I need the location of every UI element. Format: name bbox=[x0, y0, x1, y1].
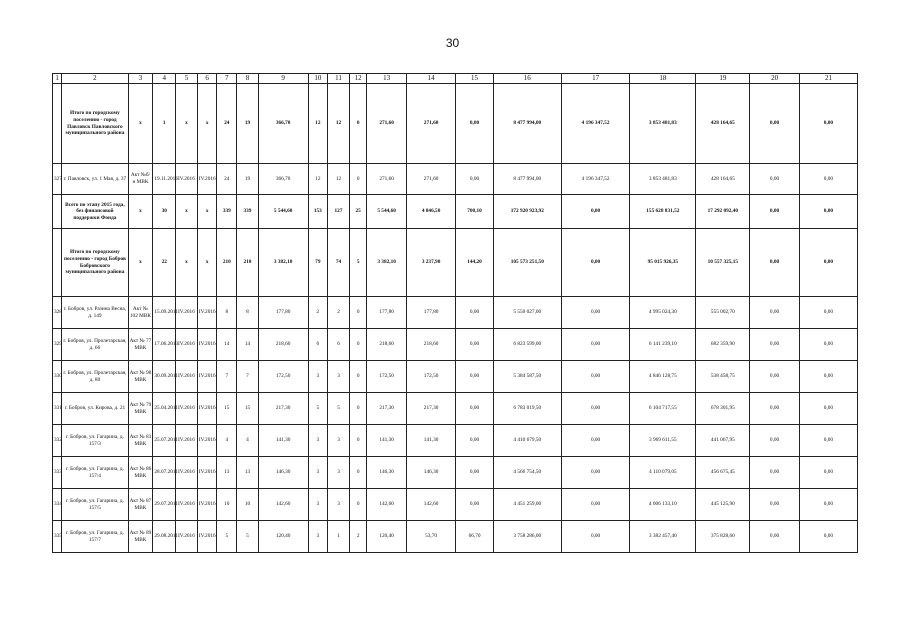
total-row bbox=[53, 84, 858, 164]
table-cell: 4 995 024,30 bbox=[630, 297, 696, 329]
table-cell: 95 015 926,35 bbox=[630, 229, 696, 297]
table-cell: 14 bbox=[217, 329, 237, 361]
table-cell: IV.2016 bbox=[197, 329, 217, 361]
table-cell: 5 bbox=[308, 393, 328, 425]
table-cell: 3 237,90 bbox=[406, 229, 456, 297]
table-cell: 0 bbox=[349, 361, 367, 393]
table-cell: 15 bbox=[217, 393, 237, 425]
table-cell: 19.11.2016 bbox=[153, 164, 176, 195]
table-cell: 0 bbox=[349, 164, 367, 195]
table-cell: 177,80 bbox=[258, 297, 308, 329]
table-cell: 6 783 019,50 bbox=[493, 393, 561, 425]
table-cell: IV.2016 bbox=[197, 425, 217, 457]
column-number: 12 bbox=[349, 74, 367, 84]
table-cell: 3 bbox=[328, 425, 350, 457]
table-cell: 24 bbox=[217, 164, 237, 195]
table-cell: 7 bbox=[237, 361, 259, 393]
table-cell: 1 bbox=[153, 84, 176, 164]
table-cell: 3 bbox=[308, 521, 328, 553]
column-number: 15 bbox=[456, 74, 493, 84]
column-number: 10 bbox=[308, 74, 328, 84]
table-cell: 0 bbox=[349, 425, 367, 457]
table-cell: IV.2016 bbox=[176, 297, 198, 329]
table-cell: 3 bbox=[328, 361, 350, 393]
address-cell: г. Бобров, ул. Гагарина, д. 157/5 bbox=[62, 489, 128, 521]
table-cell: 146,30 bbox=[367, 457, 406, 489]
table-cell: Акт № 79 МВК bbox=[128, 393, 153, 425]
address-cell: Итого по городскому поселению - город Павловск Павловского муниципального района bbox=[62, 84, 128, 164]
column-number: 16 bbox=[493, 74, 561, 84]
table-cell: 19 bbox=[237, 84, 259, 164]
table-cell: IV.2016 bbox=[197, 297, 217, 329]
row-number-cell: 329 bbox=[53, 329, 62, 361]
table-cell: 30 bbox=[153, 195, 176, 229]
column-number: 17 bbox=[561, 74, 629, 84]
table-cell: 0,00 bbox=[799, 164, 857, 195]
table-cell: IV.2016 bbox=[176, 393, 198, 425]
table-cell: 3 969 611,55 bbox=[630, 425, 696, 457]
table-cell: Акт № 98 МВК bbox=[128, 361, 153, 393]
address-cell: г. Бобров, ул. Пролетарская, д. 66 bbox=[62, 329, 128, 361]
table-cell: 12 bbox=[308, 84, 328, 164]
row-number-cell bbox=[53, 195, 62, 229]
table-cell: 366,70 bbox=[258, 164, 308, 195]
table-row bbox=[53, 489, 858, 521]
table-cell: 172,50 bbox=[367, 361, 406, 393]
table-cell: 146,30 bbox=[406, 457, 456, 489]
table-cell: 142,60 bbox=[258, 489, 308, 521]
table-cell: x bbox=[176, 229, 198, 297]
table-cell: 127 bbox=[328, 195, 350, 229]
table-cell: x bbox=[197, 84, 217, 164]
column-number: 14 bbox=[406, 74, 456, 84]
housing-register-table bbox=[52, 73, 858, 553]
table-cell: 218,60 bbox=[406, 329, 456, 361]
table-cell: 177,80 bbox=[367, 297, 406, 329]
table-cell: 0,00 bbox=[456, 84, 493, 164]
table-cell: 8 bbox=[217, 297, 237, 329]
table-cell: 8 bbox=[237, 297, 259, 329]
table-cell: 428 164,65 bbox=[696, 164, 750, 195]
table-cell: 0,00 bbox=[561, 393, 629, 425]
table-cell: 74 bbox=[328, 229, 350, 297]
table-cell: 3 853 481,83 bbox=[630, 84, 696, 164]
table-cell: 0,00 bbox=[799, 229, 857, 297]
table-cell: 0,00 bbox=[799, 297, 857, 329]
table-cell: 4 846,50 bbox=[406, 195, 456, 229]
column-number: 4 bbox=[153, 74, 176, 84]
column-number: 18 bbox=[630, 74, 696, 84]
table-cell: 0,00 bbox=[456, 489, 493, 521]
table-cell: 0,00 bbox=[456, 393, 493, 425]
column-number: 6 bbox=[197, 74, 217, 84]
table-cell: Акт № 89 МВК bbox=[128, 521, 153, 553]
table-cell: 0 bbox=[349, 393, 367, 425]
table-cell: x bbox=[128, 195, 153, 229]
table-cell: x bbox=[128, 84, 153, 164]
table-cell: IV.2016 bbox=[197, 457, 217, 489]
table-cell: 0,00 bbox=[799, 457, 857, 489]
table-cell: 12 bbox=[308, 164, 328, 195]
address-cell: Итого по городскому поселению - город Бобров Бобровского муниципального района bbox=[62, 229, 128, 297]
table-cell: 3 bbox=[328, 457, 350, 489]
table-cell: 0,00 bbox=[456, 164, 493, 195]
table-cell: 445 125,90 bbox=[696, 489, 750, 521]
table-cell: 218,60 bbox=[258, 329, 308, 361]
table-cell: 271,60 bbox=[367, 84, 406, 164]
table-cell: 17.06.2013 bbox=[153, 329, 176, 361]
table-cell: 0,00 bbox=[561, 329, 629, 361]
table-cell: 428 164,65 bbox=[696, 84, 750, 164]
column-number: 13 bbox=[367, 74, 406, 84]
table-cell: x bbox=[197, 195, 217, 229]
table-cell: 5 bbox=[349, 229, 367, 297]
table-cell: Акт № 87 МВК bbox=[128, 489, 153, 521]
table-cell: 3 bbox=[308, 457, 328, 489]
table-cell: Акт № 86 МВК bbox=[128, 457, 153, 489]
table-cell: IV.2016 bbox=[176, 457, 198, 489]
table-cell: 4 110 079,05 bbox=[630, 457, 696, 489]
table-cell: 0,00 bbox=[750, 84, 800, 164]
table-cell: 0 bbox=[349, 329, 367, 361]
table-cell: 142,60 bbox=[367, 489, 406, 521]
table-cell: IV.2016 bbox=[176, 329, 198, 361]
table-cell: 120,40 bbox=[367, 521, 406, 553]
table-cell: 6 bbox=[328, 329, 350, 361]
table-cell: 28.07.2011 bbox=[153, 457, 176, 489]
table-cell: 0,00 bbox=[799, 393, 857, 425]
table-cell: x bbox=[176, 84, 198, 164]
table-cell: 538 458,75 bbox=[696, 361, 750, 393]
table-cell: 3 382,10 bbox=[258, 229, 308, 297]
table-cell: 4 006 133,10 bbox=[630, 489, 696, 521]
row-number-cell bbox=[53, 229, 62, 297]
table-cell: 10 557 325,15 bbox=[696, 229, 750, 297]
table-cell: 0,00 bbox=[799, 329, 857, 361]
table-row bbox=[53, 361, 858, 393]
table-cell: 24 bbox=[217, 84, 237, 164]
table-cell: 17 292 092,40 bbox=[696, 195, 750, 229]
table-cell: 141,30 bbox=[258, 425, 308, 457]
table-cell: 0,00 bbox=[456, 425, 493, 457]
table-cell: 19 bbox=[237, 164, 259, 195]
row-number-cell: 334 bbox=[53, 489, 62, 521]
table-cell: 3 382 457,40 bbox=[630, 521, 696, 553]
table-cell: 0,00 bbox=[799, 361, 857, 393]
table-cell: 10 bbox=[237, 489, 259, 521]
table-cell: 141,30 bbox=[406, 425, 456, 457]
column-number: 2 bbox=[62, 74, 128, 84]
table-cell: Акт № 83 МВК bbox=[128, 425, 153, 457]
row-number-cell: 335 bbox=[53, 521, 62, 553]
table-cell: 339 bbox=[217, 195, 237, 229]
table-cell: 555 002,70 bbox=[696, 297, 750, 329]
table-cell: 700,10 bbox=[456, 195, 493, 229]
table-cell: 5 544,60 bbox=[367, 195, 406, 229]
table-cell: Акт № 102 МВК bbox=[128, 297, 153, 329]
table-cell: IV.2016 bbox=[176, 489, 198, 521]
table-cell: 678 301,95 bbox=[696, 393, 750, 425]
table-cell: 172,50 bbox=[406, 361, 456, 393]
total-row bbox=[53, 195, 858, 229]
address-cell: Всего по этапу 2015 года, без финансовой поддержки Фонда bbox=[62, 195, 128, 229]
table-cell: 25.07.2011 bbox=[153, 425, 176, 457]
table-cell: 66,70 bbox=[456, 521, 493, 553]
table-cell: 0,00 bbox=[561, 195, 629, 229]
table-cell: 0,00 bbox=[561, 297, 629, 329]
table-cell: x bbox=[128, 229, 153, 297]
table-cell: 0,00 bbox=[799, 84, 857, 164]
address-cell: г. Бобров, ул. Разина Весна, д. 149 bbox=[62, 297, 128, 329]
column-number: 20 bbox=[750, 74, 800, 84]
column-number: 21 bbox=[799, 74, 857, 84]
table-cell: 0,00 bbox=[799, 195, 857, 229]
table-row bbox=[53, 521, 858, 553]
address-cell: г. Бобров, ул. Гагарина, д. 157/7 bbox=[62, 521, 128, 553]
table-cell: 5 544,60 bbox=[258, 195, 308, 229]
table-cell: 13 bbox=[217, 457, 237, 489]
table-cell: 0 bbox=[349, 297, 367, 329]
row-number-cell: 331 bbox=[53, 393, 62, 425]
table-cell: 218,60 bbox=[367, 329, 406, 361]
table-cell: 271,60 bbox=[406, 84, 456, 164]
table-cell: 0,00 bbox=[750, 329, 800, 361]
table-cell: 2 bbox=[349, 521, 367, 553]
table-cell: 0 bbox=[349, 457, 367, 489]
column-number: 11 bbox=[328, 74, 350, 84]
table-cell: 5 bbox=[217, 521, 237, 553]
table-cell: 15.09.2011 bbox=[153, 297, 176, 329]
table-cell: 0,00 bbox=[561, 425, 629, 457]
table-cell: Акт №б/н МВК bbox=[128, 164, 153, 195]
total-row bbox=[53, 229, 858, 297]
address-cell: г. Павловск, ул. 1 Мая, д. 37 bbox=[62, 164, 128, 195]
table-cell: 15 bbox=[237, 393, 259, 425]
table-cell: 271,60 bbox=[367, 164, 406, 195]
table-cell: 0,00 bbox=[750, 425, 800, 457]
address-cell: г. Бобров, ул. Пролетарская, д. 80 bbox=[62, 361, 128, 393]
table-cell: 0,00 bbox=[750, 229, 800, 297]
column-number: 8 bbox=[237, 74, 259, 84]
table-cell: 153 bbox=[308, 195, 328, 229]
table-cell: 6 104 717,55 bbox=[630, 393, 696, 425]
row-number-cell: 333 bbox=[53, 457, 62, 489]
column-number: 7 bbox=[217, 74, 237, 84]
column-number: 5 bbox=[176, 74, 198, 84]
table-cell: 10 bbox=[217, 489, 237, 521]
table-cell: 4 196 347,52 bbox=[561, 164, 629, 195]
table-cell: 0,00 bbox=[561, 361, 629, 393]
table-cell: 155 628 831,52 bbox=[630, 195, 696, 229]
table-cell: 29.07.2011 bbox=[153, 489, 176, 521]
table-cell: 141,30 bbox=[367, 425, 406, 457]
table-cell: 144,20 bbox=[456, 229, 493, 297]
row-number-cell: 330 bbox=[53, 361, 62, 393]
column-number: 3 bbox=[128, 74, 153, 84]
table-cell: IV.2016 bbox=[197, 489, 217, 521]
table-row bbox=[53, 164, 858, 195]
table-cell: 339 bbox=[237, 195, 259, 229]
table-cell: 271,60 bbox=[406, 164, 456, 195]
table-cell: IV.2016 bbox=[197, 164, 217, 195]
table-cell: 0,00 bbox=[750, 521, 800, 553]
column-number: 1 bbox=[53, 74, 62, 84]
table-cell: 3 758 286,00 bbox=[493, 521, 561, 553]
table-cell: 142,60 bbox=[406, 489, 456, 521]
address-cell: г. Бобров, ул. Гагарина, д. 157/3 bbox=[62, 425, 128, 457]
table-cell: 13 bbox=[237, 457, 259, 489]
address-cell: г. Бобров, ул. Гагарина, д. 157/4 bbox=[62, 457, 128, 489]
table-row bbox=[53, 425, 858, 457]
table-cell: IV.2016 bbox=[176, 425, 198, 457]
table-cell: IV.2016 bbox=[176, 521, 198, 553]
table-cell: 0,00 bbox=[750, 393, 800, 425]
table-cell: 105 573 251,50 bbox=[493, 229, 561, 297]
table-cell: IV.2016 bbox=[176, 361, 198, 393]
table-cell: IV.2016 bbox=[197, 393, 217, 425]
table-row bbox=[53, 329, 858, 361]
table-cell: 22 bbox=[153, 229, 176, 297]
table-cell: 5 384 587,50 bbox=[493, 361, 561, 393]
table-cell: 79 bbox=[308, 229, 328, 297]
table-cell: 0 bbox=[349, 489, 367, 521]
table-cell: 12 bbox=[328, 164, 350, 195]
table-cell: 30.09.2011 bbox=[153, 361, 176, 393]
column-number: 19 bbox=[696, 74, 750, 84]
table-cell: 53,70 bbox=[406, 521, 456, 553]
table-cell: 0,00 bbox=[750, 297, 800, 329]
table-cell: 375 828,60 bbox=[696, 521, 750, 553]
table-cell: 0,00 bbox=[750, 457, 800, 489]
row-number-cell: 328 bbox=[53, 297, 62, 329]
table-cell: 0,00 bbox=[456, 361, 493, 393]
table-cell: 6 bbox=[308, 329, 328, 361]
table-cell: 4 bbox=[237, 425, 259, 457]
page-number: 30 bbox=[445, 36, 460, 50]
table-cell: 3 bbox=[308, 425, 328, 457]
table-row bbox=[53, 297, 858, 329]
table-cell: 217,30 bbox=[367, 393, 406, 425]
table-cell: 217,30 bbox=[258, 393, 308, 425]
table-cell: 0,00 bbox=[561, 489, 629, 521]
table-cell: 0,00 bbox=[799, 521, 857, 553]
table-cell: 0,00 bbox=[750, 489, 800, 521]
table-cell: 8 477 994,00 bbox=[493, 84, 561, 164]
table-cell: 0,00 bbox=[561, 521, 629, 553]
table-cell: 4 196 347,52 bbox=[561, 84, 629, 164]
table-cell: 2 bbox=[308, 297, 328, 329]
table-cell: 0,00 bbox=[750, 361, 800, 393]
table-cell: 5 bbox=[237, 521, 259, 553]
address-cell: г. Бобров, ул. Кирова, д. 21 bbox=[62, 393, 128, 425]
table-cell: 7 bbox=[217, 361, 237, 393]
table-cell: 210 bbox=[237, 229, 259, 297]
table-cell: 441 067,95 bbox=[696, 425, 750, 457]
table-cell: 1 bbox=[328, 521, 350, 553]
table-cell: IV.2016 bbox=[197, 521, 217, 553]
table-cell: 0,00 bbox=[799, 425, 857, 457]
table-cell: 0,00 bbox=[750, 195, 800, 229]
table-cell: 217,30 bbox=[406, 393, 456, 425]
table-cell: 0,00 bbox=[456, 329, 493, 361]
table-cell: IV.2016 bbox=[176, 164, 198, 195]
table-cell: 366,70 bbox=[258, 84, 308, 164]
table-row bbox=[53, 393, 858, 425]
table-cell: 25.04.2011 bbox=[153, 393, 176, 425]
table-cell: 146,30 bbox=[258, 457, 308, 489]
table-cell: 4 410 679,50 bbox=[493, 425, 561, 457]
table-cell: 8 477 994,00 bbox=[493, 164, 561, 195]
table-cell: 120,40 bbox=[258, 521, 308, 553]
table-cell: 3 853 481,83 bbox=[630, 164, 696, 195]
table-cell: 25 bbox=[349, 195, 367, 229]
table-cell: 0,00 bbox=[750, 164, 800, 195]
table-cell: 4 846 128,75 bbox=[630, 361, 696, 393]
table-cell: Акт № 77 МВК bbox=[128, 329, 153, 361]
column-number: 9 bbox=[258, 74, 308, 84]
table-cell: 3 382,10 bbox=[367, 229, 406, 297]
table-cell: 177,80 bbox=[406, 297, 456, 329]
table-cell: 2 bbox=[328, 297, 350, 329]
table-cell: 6 141 239,10 bbox=[630, 329, 696, 361]
column-number-row bbox=[53, 74, 858, 84]
table-cell: 456 675,45 bbox=[696, 457, 750, 489]
table-cell: 4 566 754,50 bbox=[493, 457, 561, 489]
table-row bbox=[53, 457, 858, 489]
table-cell: 0,00 bbox=[799, 489, 857, 521]
table-cell: 14 bbox=[237, 329, 259, 361]
table-cell: 5 550 027,00 bbox=[493, 297, 561, 329]
row-number-cell: 332 bbox=[53, 425, 62, 457]
table-cell: 682 359,90 bbox=[696, 329, 750, 361]
table-cell: IV.2016 bbox=[197, 361, 217, 393]
row-number-cell bbox=[53, 84, 62, 164]
table-cell: 0,00 bbox=[561, 229, 629, 297]
table-cell: 210 bbox=[217, 229, 237, 297]
table-cell: 172,50 bbox=[258, 361, 308, 393]
table-cell: 29.08.2011 bbox=[153, 521, 176, 553]
table-cell: 4 bbox=[217, 425, 237, 457]
table-cell: 5 bbox=[328, 393, 350, 425]
table-cell: 0,00 bbox=[561, 457, 629, 489]
table-cell: 0,00 bbox=[456, 297, 493, 329]
table-cell: 0,00 bbox=[456, 457, 493, 489]
table-cell: 3 bbox=[308, 361, 328, 393]
table-cell: x bbox=[197, 229, 217, 297]
table-cell: 3 bbox=[328, 489, 350, 521]
table-cell: x bbox=[176, 195, 198, 229]
table-cell: 12 bbox=[328, 84, 350, 164]
table-cell: 0 bbox=[349, 84, 367, 164]
table-cell: 4 451 259,00 bbox=[493, 489, 561, 521]
table-cell: 3 bbox=[308, 489, 328, 521]
row-number-cell: 327 bbox=[53, 164, 62, 195]
table-cell: 6 823 599,00 bbox=[493, 329, 561, 361]
table-cell: 172 920 923,92 bbox=[493, 195, 561, 229]
